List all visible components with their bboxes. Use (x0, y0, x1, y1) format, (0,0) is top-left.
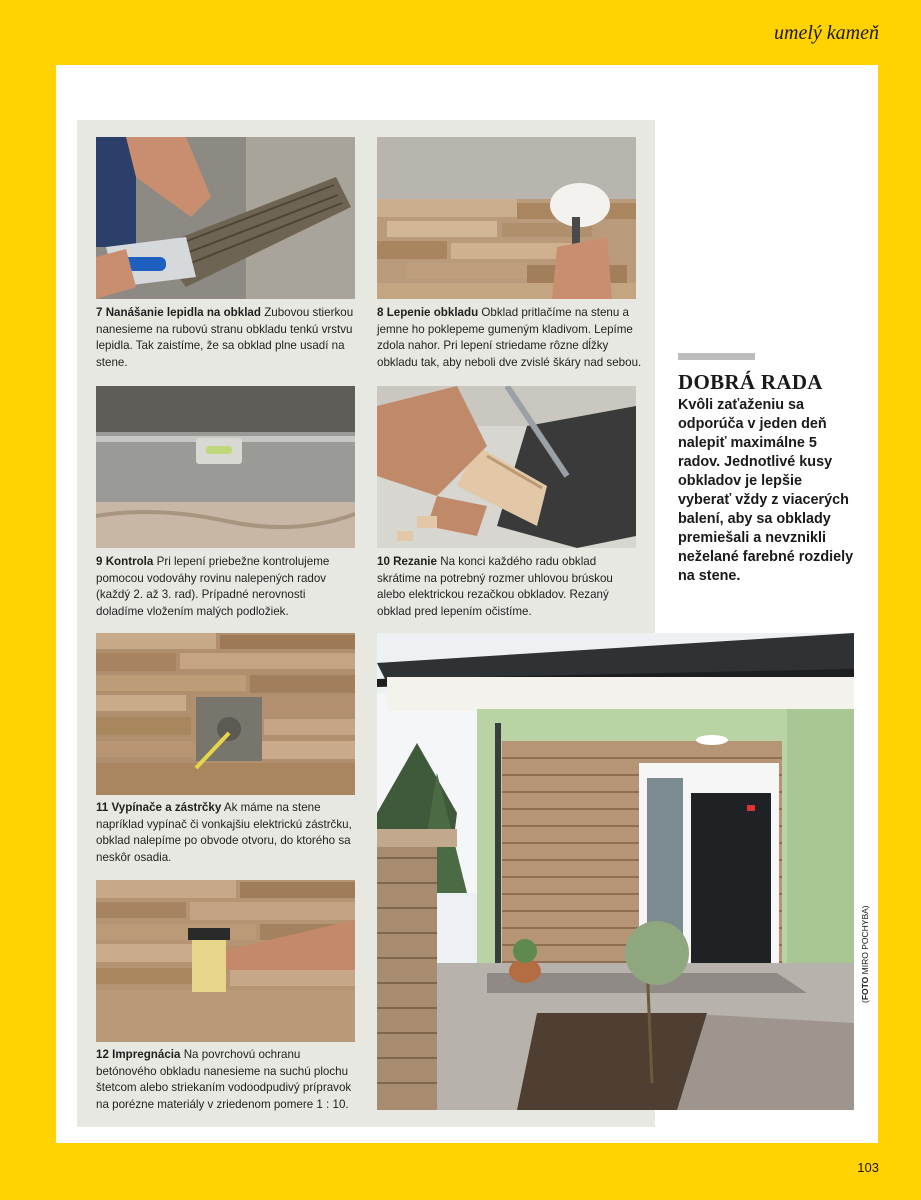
photo-cutting-tile (377, 386, 636, 548)
tip-text: Kvôli zaťaženiu sa odporúča v jeden deň nalepiť maximálne 5 radov. Jednotlivé kusy obkladov je lepšie vyberať vždy z viacerých balení, aby sa obklady premiešali a nevznikli neželané farebné rozdiely na stene. (678, 397, 854, 584)
step-9-text: Pri lepení priebežne kontrolujeme pomocou vodováhy rovinu nalepených radov (každý 2. až 3. rad). Prípadné nerovnosti doladíme vložením malých podložiek. (96, 555, 330, 618)
step-12-text: Na povrchovú ochranu betónového obkladu nanesieme na suchú plochu štetcom alebo striekaním vodoodpudivý prípravok na porézne materiály v zriedenom pomere 1 : 10. (96, 1048, 352, 1111)
step-12-caption (96, 1047, 362, 1113)
step-10-text: Na konci každého radu obklad skrátime na potrebný rozmer uhlovou brúskou alebo elektrickou rezačkou obkladov. Rezaný obklad pred lepením očistíme. (377, 555, 613, 618)
photo-gluing-tile (377, 137, 636, 299)
photo-switch-opening (96, 633, 355, 795)
step-8-text: Obklad pritlačíme na stenu a jemne ho poklepeme gumeným kladivom. Lepíme zdola nahor. Pri lepení striedame rôzne dĺžky obkladu tak, aby neboli dve zvislé škáry nad sebou. (377, 306, 642, 369)
step-11-caption (96, 800, 356, 866)
tip-accent-bar (678, 353, 755, 360)
photo-credit: (FOTO MIRO POCHYBA) (860, 905, 870, 1003)
step-7-caption (96, 305, 356, 371)
step-9-caption (96, 554, 356, 620)
step-12-title: 12 Impregnácia (96, 1048, 181, 1061)
photo-house-entrance (377, 633, 854, 1110)
step-9-title: 9 Kontrola (96, 555, 154, 568)
step-10-title: 10 Rezanie (377, 555, 437, 568)
step-7-title: 7 Nanášanie lepidla na obklad (96, 306, 261, 319)
step-11-title: 11 Vypínače a zástrčky (96, 801, 222, 814)
step-10-caption (377, 554, 643, 620)
photo-applying-adhesive (96, 137, 355, 299)
section-title: umelý kameň (774, 22, 879, 44)
step-7-text: Zubovou stierkou nanesieme na rubovú stranu obkladu tenkú vrstvu lepidla. Tak zaistíme, že sa obklad plne usadí na stene. (96, 306, 354, 369)
photo-level-check (96, 386, 355, 548)
page-number: 103 (857, 1160, 879, 1175)
tip-title: DOBRÁ RADA (678, 370, 823, 394)
step-8-caption (377, 305, 643, 371)
photo-impregnation (96, 880, 355, 1042)
step-8-title: 8 Lepenie obkladu (377, 306, 479, 319)
step-11-text: Ak máme na stene napríklad vypínač či vonkajšiu elektrickú zástrčku, obklad nalepíme po obvode otvoru, do ktorého sa neskôr osadia. (96, 801, 352, 864)
